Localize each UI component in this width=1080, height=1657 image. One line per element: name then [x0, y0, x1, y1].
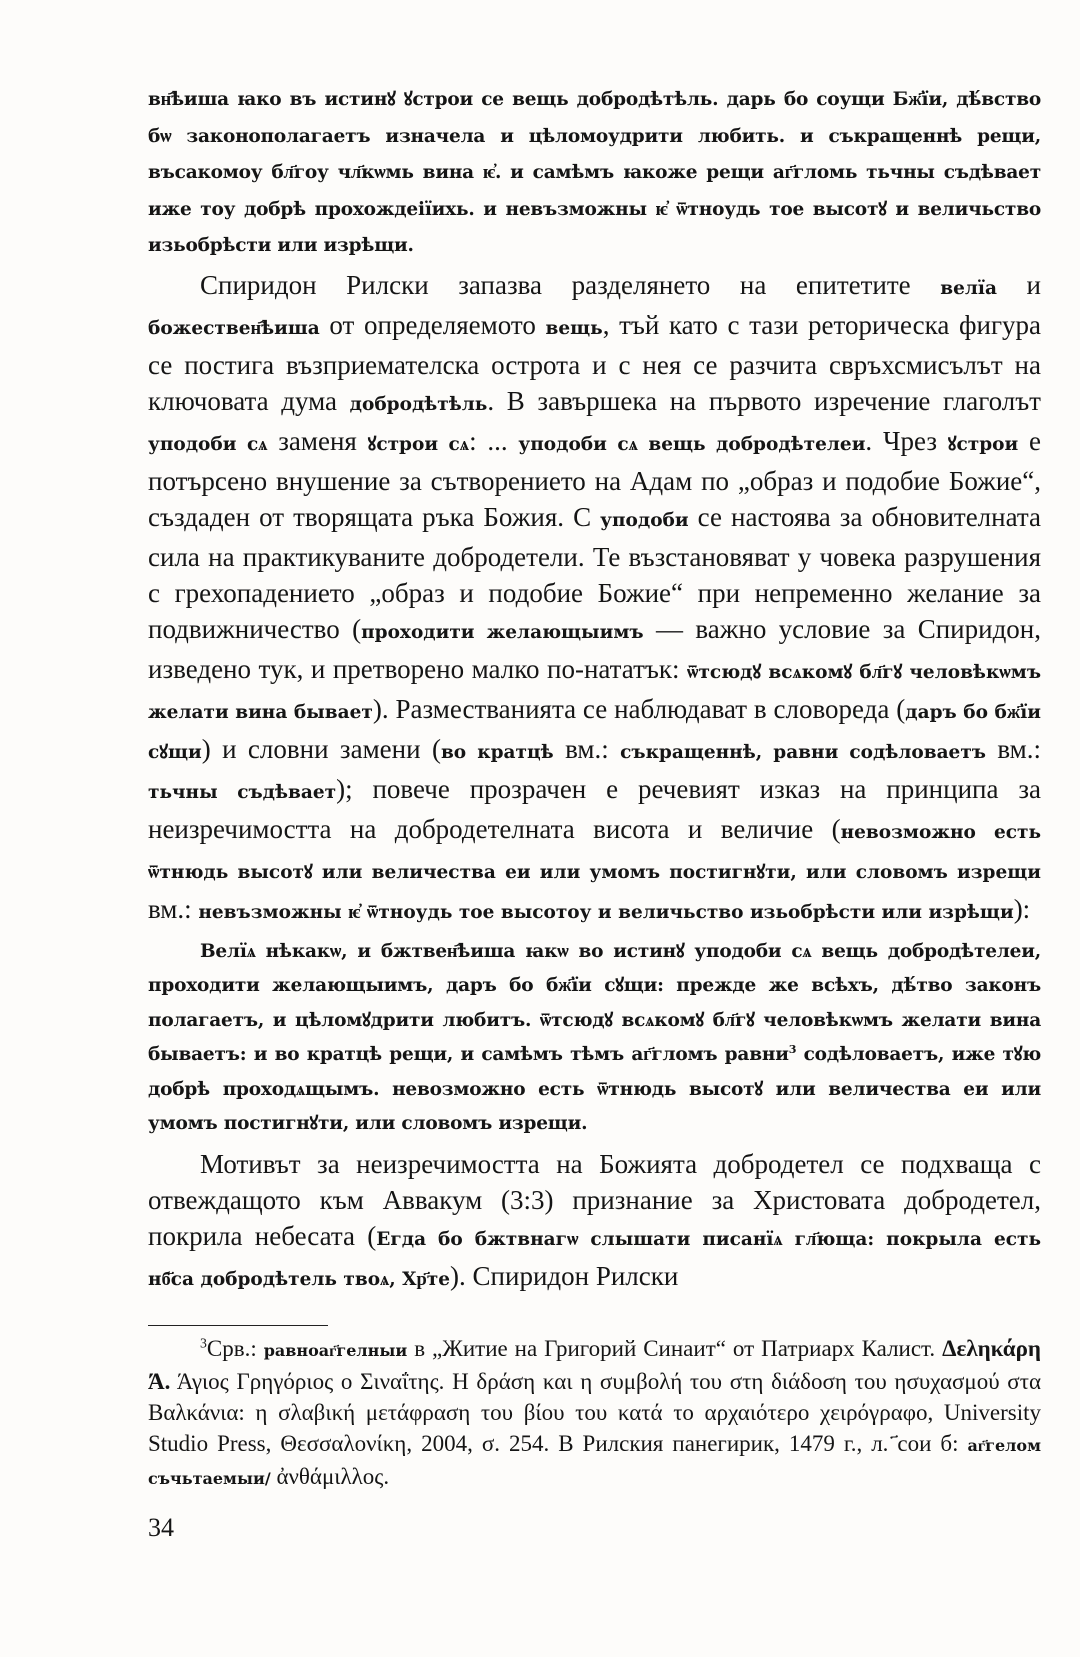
text-run: ): — [1013, 893, 1031, 924]
slavonic-term: уподоби сѧ вещь добродѣтелеи — [518, 433, 866, 455]
text-run: ). Спиридон Рилски — [450, 1260, 679, 1291]
footnote-divider — [148, 1325, 328, 1326]
slavonic-term: Егда бо бжтвнагѡ слышати писанїѧ гл҃юща: покрыла есть нб҃са добродѣтель твоѧ, Хр҃те — [148, 1228, 1042, 1290]
second-church-slavonic-quote — [148, 935, 1041, 1142]
slavonic-term: невозможно есть ѿтнюдь высотꙋ или величества еи или умомъ постигнꙋти, или словомъ изрещи — [148, 821, 1042, 883]
opening-church-slavonic-quote: вн҄ѣиша ꙗко въ истинꙋ ꙋстрои се вещь добродѣтѣль. дарь бо соущи Бж҃їи, дѣ́вство бѡ законополагаетъ изначела и цѣломоудрити любить. и съкращеннѣ рещи, въсакомоу бл҃гоу чл҃кѡмь вина ѥ҆. и самѣмъ ꙗкоже рещи аг҃гломь тьчны съдѣвает иже тоу добрѣ прохождеiїихь. и невъзможны ѥ҆ ѿтноудь тое высотꙋ и величьство изьобрѣсти или изрѣщи. — [148, 89, 1041, 256]
slavonic-term: съкращеннѣ, равни содѣловаетъ — [620, 741, 986, 763]
text-run: от определяемото — [319, 309, 546, 340]
slavonic-term: вещь — [545, 317, 603, 339]
text-run: ἀνθάμιλλος. — [270, 1464, 390, 1489]
slavonic-term: ꙋстрои — [947, 433, 1019, 455]
page-number: 34 — [148, 1513, 174, 1542]
slavonic-term: уподоби сѧ — [148, 433, 268, 455]
text-run: заменя — [267, 425, 368, 456]
text-run: . В завършека на първото изречение глаголът — [487, 385, 1041, 416]
slavonic-term: уподоби — [600, 509, 689, 531]
main-text — [148, 82, 1041, 1298]
text-run: ). Разместванията се наблюдават в словореда ( — [372, 693, 906, 724]
text-run: вм.: — [985, 733, 1042, 764]
text-run: Мотивът за неизречимостта на Божията добродетел се подхваща с отвеждащото към Аввакум (3:3) признание за Христовата добродетел, покрила небесата ( — [148, 1148, 1041, 1251]
text-run: : ... — [469, 425, 519, 456]
footnote-3 — [148, 1333, 1041, 1494]
slavonic-term: во кратцѣ — [440, 741, 554, 763]
slavonic-term: божествен҄ѣиша — [148, 317, 320, 339]
text-run: Άγιος Γρηγόριος ο Σιναΐτης. Η δράση και η συμβολή του στη διάδοση του ησυχασμού στα Βαλκάνια: η σλαβική μετάφραση του βίου του κατά το αρχαιότερο χειρόγραφο, University Studio Press, Θεσσαλονίκη, 2004, σ. 254. В Рилския панегирик, 1479 г., л. ҃сои б: — [148, 1369, 1041, 1456]
text-run: Спиридон Рилски запазва разделянето на епитетите — [200, 269, 941, 300]
footnote-ref[interactable]: 3 — [788, 1042, 797, 1056]
text-run: — важно условие за Спиридон, изведено тук, и претворено малко по-нататък: — [148, 613, 1042, 684]
slavonic-term: добродѣтѣль — [349, 393, 488, 415]
paragraph-1 — [148, 267, 1041, 931]
slavonic-term: ꙋстрои сѧ — [367, 433, 470, 455]
slavonic-term: равноаг҃гелныи — [263, 1341, 408, 1360]
text-run: ) и словни замени ( — [201, 733, 441, 764]
slavonic-term: ѿтсюдꙋ всѧкомꙋ бл҃гꙋ человѣкѡмъ желати вина бывает — [148, 661, 1042, 723]
slavonic-term: аг҃гелом съчьтаемыи/ — [148, 1436, 1041, 1488]
author-name: Δεληκάρη Ά. — [148, 1336, 1041, 1394]
text-run: ); повече прозрачен е речевият изказ на принципа за неизречимостта на добродетелната висота и величие ( — [148, 773, 1041, 844]
text-run: е потърсено внушение за сътворението на Адам по „образ и подобие Божие“, създаден от творящата ръка Божия. С — [148, 425, 1041, 532]
text-run: Срв.: — [206, 1336, 264, 1361]
slavonic-term: велїа — [940, 277, 997, 299]
text-run: вм.: — [148, 893, 199, 924]
text-run: вм.: — [553, 733, 621, 764]
text-run: в „Житие на Григорий Синаит“ от Патриарх Калист. — [407, 1336, 943, 1361]
footnote-number: 3 — [200, 1335, 207, 1351]
paragraph-2 — [148, 1146, 1041, 1298]
quote-text: Велїѧ нѣкакѡ, и бжтвен҄ѣиша ꙗкѡ во истинꙋ уподоби сѧ вещь добродѣтелеи, проходити желающыимъ, даръ бо бж҃їи сꙋщи: прежде же всѣхъ, дѣ́тво законъ полагаетъ, и цѣломꙋдрити любитъ. ѿтсюдꙋ всѧкомꙋ бл҃гꙋ человѣкѡмъ желати вина бываетъ: и во кратцѣ рещи, и самѣмъ тѣмъ аг҃гломъ равни — [148, 940, 1041, 1065]
text-run: и — [996, 269, 1041, 300]
text-run: . Чрез — [865, 425, 948, 456]
slavonic-term: тьчны съдѣвает — [148, 781, 337, 803]
slavonic-term: невъзможны ѥ҆ ѿтноудь тое высотоу и величьство изьобрѣсти или изрѣщи — [198, 901, 1014, 923]
quote-text: содѣловаетъ, иже тꙋю добрѣ проходѧщымъ. невозможно есть ѿтнюдь высотꙋ или величества еи или умомъ постигнꙋти, или словомъ изрещи. — [148, 1044, 1042, 1134]
text-run: се настоява за обновителната сила на практикуваните добродетели. Те възстановяват у човека разрушения с грехопадението „образ и подобие Божие“ при непременно желание за подвижничество ( — [148, 501, 1041, 644]
slavonic-term: даръ бо бж҃їи сꙋщи — [148, 701, 1041, 763]
slavonic-term: проходити желающыимъ — [361, 621, 644, 643]
text-run: , тъй като с тази реторическа фигура се постига възприемателска острота и с нея се разчита свръхсмисълът на ключовата дума — [148, 309, 1041, 416]
